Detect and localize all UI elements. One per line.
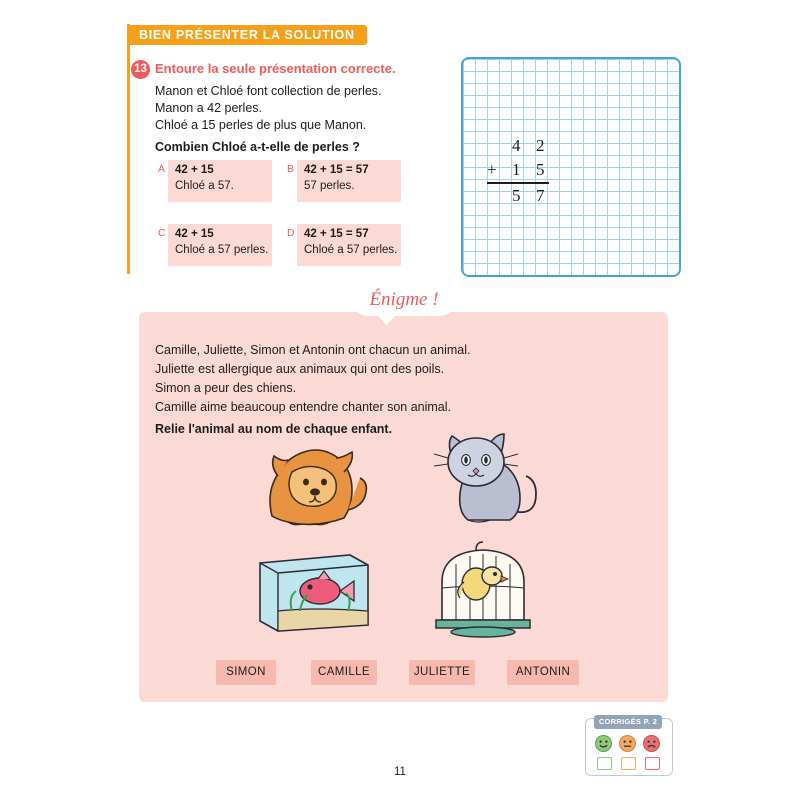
bird-cage-icon	[428, 538, 538, 643]
addend1-units: 2	[536, 136, 545, 155]
exercise-instruction: Entoure la seule présentation correcte.	[155, 61, 396, 76]
section-banner: BIEN PRÉSENTER LA SOLUTION	[127, 25, 367, 45]
enigme-line-3: Simon a peur des chiens.	[155, 381, 297, 395]
answer-choice-c-letter: C	[158, 227, 166, 239]
answer-choice-c-line2: Chloé a 57 perles.	[175, 244, 269, 256]
statement-line-3: Chloé a 15 perles de plus que Manon.	[155, 118, 367, 132]
answer-choice-a-letter: A	[158, 163, 166, 175]
section-vertical-rule	[127, 24, 130, 274]
operation-rule-line	[487, 182, 549, 184]
enigme-line-1: Camille, Juliette, Simon et Antonin ont chacun un animal.	[155, 343, 471, 357]
exercise-number-badge: 13	[131, 60, 150, 79]
answer-choice-b-line2: 57 perles.	[304, 180, 355, 192]
smiley-happy-icon	[595, 735, 612, 752]
addend2-tens: 1	[512, 160, 521, 179]
answer-choice-a-line2: Chloé a 57.	[175, 180, 234, 192]
answer-choice-c-line1: 42 + 15	[175, 228, 214, 240]
statement-line-1: Manon et Chloé font collection de perles.	[155, 84, 382, 98]
answer-choice-d-line2: Chloé a 57 perles.	[304, 244, 398, 256]
cat-icon	[424, 428, 542, 533]
plus-sign: +	[487, 160, 497, 179]
corriges-tab-label: CORRIGÉS P. 2	[594, 715, 662, 729]
answer-choice-d-letter: D	[287, 227, 295, 239]
enigme-speech-bubble	[351, 282, 457, 316]
answer-choice-b-line1: 42 + 15 = 57	[304, 164, 369, 176]
statement-line-2: Manon a 42 perles.	[155, 101, 263, 115]
addend1-tens: 4	[512, 136, 521, 155]
fish-aquarium-icon	[254, 549, 374, 639]
result-tens: 5	[512, 186, 521, 205]
smiley-neutral-icon	[619, 735, 636, 752]
name-chip-juliette[interactable]: JULIETTE	[409, 660, 475, 685]
name-chip-antonin[interactable]: ANTONIN	[507, 660, 579, 685]
exercise-question: Combien Chloé a-t-elle de perles ?	[155, 140, 360, 154]
answer-choice-a-line1: 42 + 15	[175, 164, 214, 176]
enigme-label: Énigme !	[369, 289, 439, 310]
answer-choice-b-letter: B	[287, 163, 295, 175]
name-chip-simon[interactable]: SIMON	[216, 660, 276, 685]
addend2-units: 5	[536, 160, 545, 179]
name-chip-camille[interactable]: CAMILLE	[311, 660, 377, 685]
answer-choice-d-line1: 42 + 15 = 57	[304, 228, 369, 240]
result-units: 7	[536, 186, 545, 205]
dog-icon	[252, 436, 372, 533]
enigme-line-2: Juliette est allergique aux animaux qui ont des poils.	[155, 362, 445, 376]
page-number: 11	[394, 766, 406, 778]
smiley-sad-icon	[643, 735, 660, 752]
enigme-task: Relie l'animal au nom de chaque enfant.	[155, 422, 393, 436]
enigme-line-4: Camille aime beaucoup entendre chanter son animal.	[155, 400, 452, 414]
